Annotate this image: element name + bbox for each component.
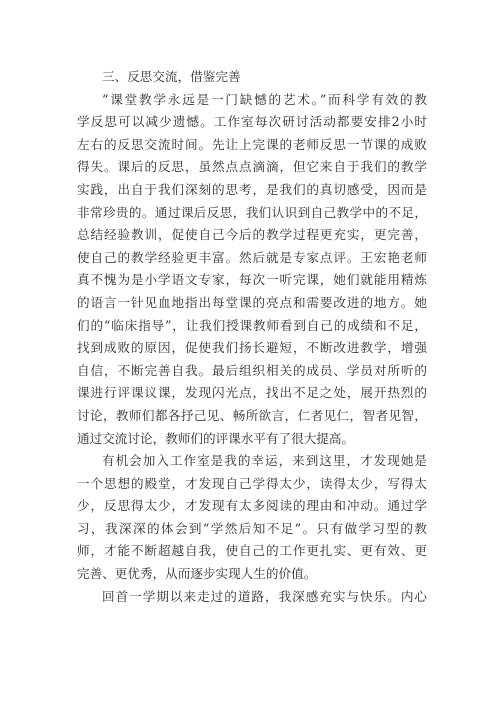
text-line: 自信，不断完善自我。最后组织相关的成员、学员对所听的 bbox=[77, 362, 427, 378]
text-line: 课进行评课议课，发现闪光点，找出不足之处，展开热烈的 bbox=[77, 385, 427, 401]
text-line: 讨论，教师们都各抒己见、畅所欲言，仁者见仁，智者见智， bbox=[77, 407, 427, 423]
text-line: 总结经验教训，促使自己今后的教学过程更充实，更完善， bbox=[77, 227, 427, 243]
text-line: 有机会加入工作室是我的幸运，来到这里，才发现她是 bbox=[102, 453, 427, 469]
text-line: 师，才能不断超越自我，使自己的工作更扎实、更有效、更 bbox=[77, 543, 427, 559]
paragraph-reflection bbox=[77, 89, 427, 451]
text-line: 使自己的教学经验更丰富。然后就是专家点评。王宏艳老师 bbox=[77, 249, 427, 265]
text-line: 真不愧为是小学语文专家，每次一听完课，她们就能用精炼 bbox=[77, 272, 427, 288]
text-line: 非常珍贵的。通过课后反思，我们认识到自己教学中的不足， bbox=[77, 204, 427, 220]
text-line: 通过交流讨论，教师们的评课水平有了很大提高。 bbox=[77, 430, 355, 446]
text-line: 实践，出自于我们深刻的思考，是我们的真切感受，因而是 bbox=[77, 181, 427, 197]
section-heading: 三、反思交流，借鉴完善 bbox=[102, 69, 241, 84]
text-line: 找到成败的原因，促使我们扬长避短，不断改进教学，增强 bbox=[77, 340, 427, 356]
text-line: 习，我深深的体会到“学然后知不足”。只有做学习型的教 bbox=[77, 520, 427, 536]
text-line: 左右的反思交流时间。先让上完课的老师反思一节课的成败 bbox=[77, 136, 427, 152]
text-line: 少，反思得太少，才发现有太多阅读的理由和冲动。通过学 bbox=[77, 498, 427, 514]
text-line: 们的“临床指导”，让我们授课教师看到自己的成绩和不足， bbox=[77, 317, 427, 333]
text-line: 得失。课后的反思，虽然点点滴滴，但它来自于我们的教学 bbox=[77, 159, 427, 175]
document-body bbox=[77, 66, 427, 608]
text-line: 学反思可以减少遗憾。工作室每次研讨活动都要安排2小时 bbox=[77, 114, 427, 130]
paragraph-review bbox=[77, 586, 427, 609]
text-line: “课堂教学永远是一门缺憾的艺术。”而科学有效的教 bbox=[102, 91, 427, 107]
text-line: 的语言一针见血地指出每堂课的亮点和需要改进的地方。她 bbox=[77, 294, 427, 310]
text-line: 一个思想的殿堂，才发现自己学得太少，读得太少，写得太 bbox=[77, 475, 427, 491]
paragraph-studio bbox=[77, 450, 427, 586]
text-line: 完善、更优秀，从而逐步实现人生的价值。 bbox=[77, 566, 317, 582]
text-line: 回首一学期以来走过的道路，我深感充实与快乐。内心 bbox=[102, 588, 427, 604]
